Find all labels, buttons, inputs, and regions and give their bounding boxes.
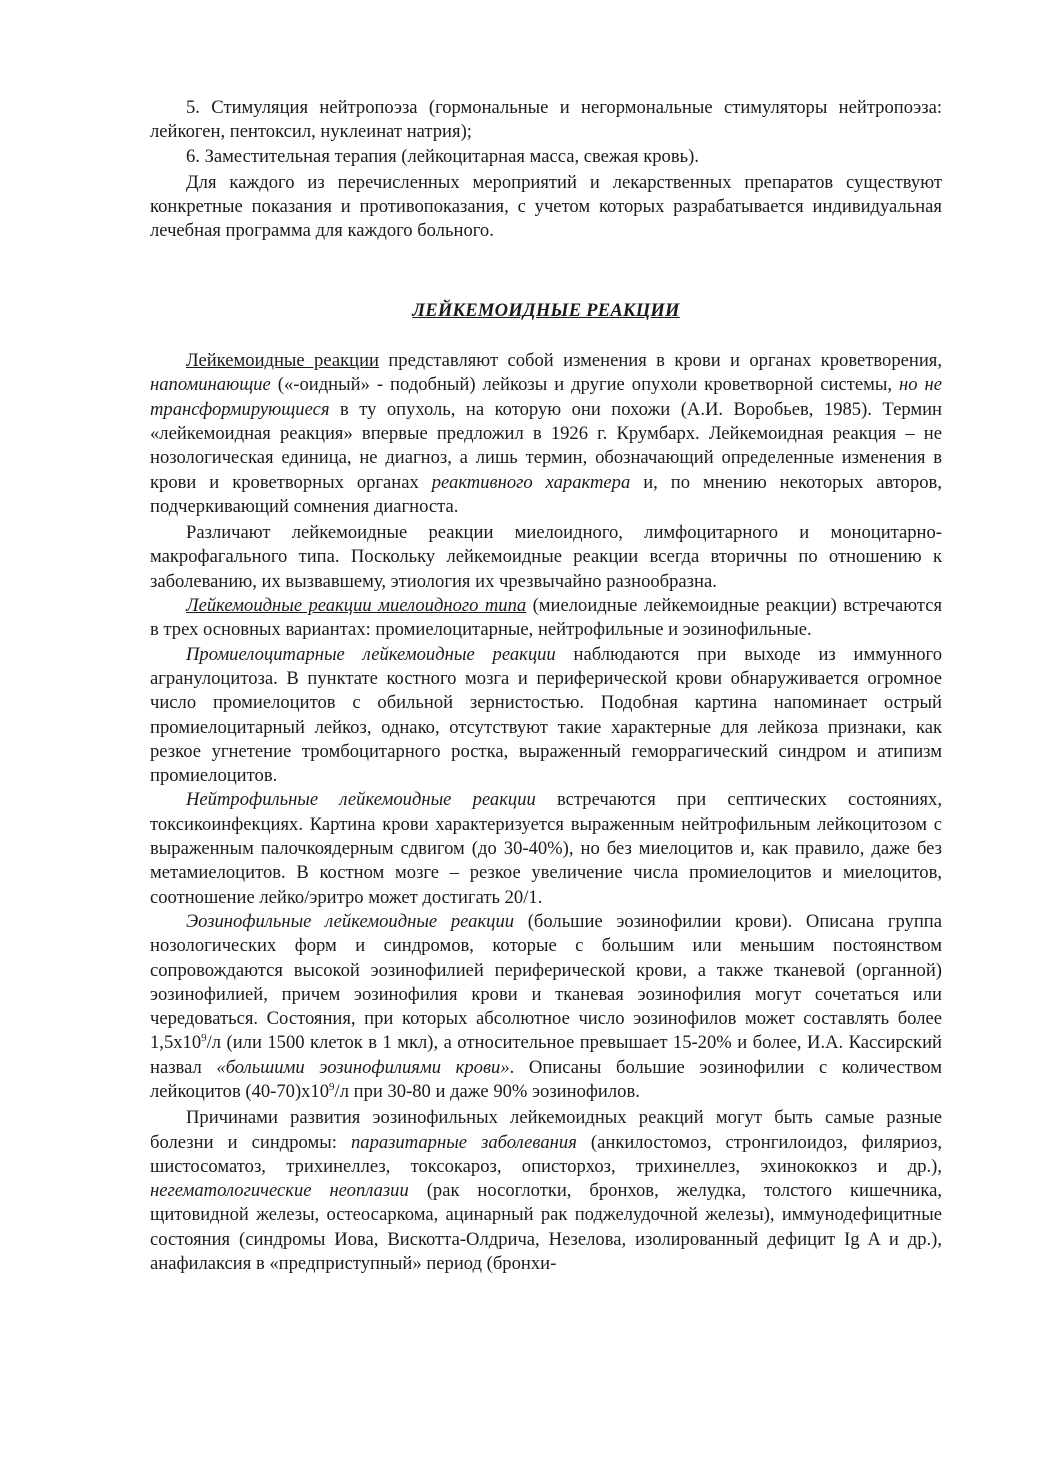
term-eosinophilic: Эозинофильные лейкемоидные реакции (186, 910, 515, 932)
term-neutrophilic: Нейтрофильные лейкемоидные реакции (186, 789, 536, 811)
text-run: наблюдаются при выходе из иммунного агранулоцитоза. В пунктате костного мозга и периферической крови обнаруживается огромное число промиелоцитов с обильной зернистостью. Подобная картина напоминает острый промиелоцитарный лейкоз, однако, отсутствуют такие характерные для лейкоза признаки, как резкое угнетение тромбоцитарного ростка, выраженный геморрагический синдром и атипизм промиелоцитов. (150, 643, 942, 787)
text-run: Причинами развития эозинофильных лейкемоидных реакций могут быть самые разные болезни и синдромы: (150, 1107, 942, 1153)
italic-run: но не трансформирующиеся (150, 374, 942, 420)
text-run: . Описаны большие эозинофилии с количеством лейкоцитов (40-70)х10 (150, 1056, 943, 1102)
text-run: /л (или 1500 клеток в 1 мкл), а относительное превышает 15-20% и более, И.А. Кассирский назвал (150, 1032, 942, 1078)
superscript: 9 (201, 1032, 207, 1045)
text-run: (большие эозинофилии крови). Описана группа нозологических форм и синдромов, которые с большим или меньшим постоянством сопровождаются высокой эозинофилией периферической крови, а также тканевой (органной) эозинофилией, причем эозинофилия крови и тканевая эозинофилия могут сочетаться или чередоваться. Состояния, при которых абсолютное число эозинофилов может составлять более 1,5х10 (150, 910, 942, 1054)
text-run: (миелоидные лейкемоидные реакции) встречаются в трех основных вариантах: промиелоцитарные, нейтрофильные и эозинофильные. (150, 595, 942, 641)
paragraph-neutrophilic (150, 788, 942, 909)
italic-run: напоминающие (150, 374, 271, 396)
italic-run: паразитарные заболевания (350, 1131, 577, 1153)
term-myeloid: Лейкемоидные реакции миелоидного типа (186, 595, 527, 617)
list-item-5: 5. Стимуляция нейтропоэза (гормональные и негормональные стимуляторы нейтропоэза: лейкоген, пентоксил, нуклеинат натрия); (150, 97, 942, 143)
paragraph-causes (150, 1106, 942, 1276)
superscript: 9 (329, 1080, 335, 1093)
text-run: в ту опухоль, на которую они похожи (А.И. Воробьев, 1985). Термин «лейкемоидная реакция» впервые предложил в 1926 г. Крумбарх. Лейкемоидная реакция – не нозологическая единица, не диагноз, а лишь термин, обозначающий определенные изменения в крови и кроветворных органах (150, 398, 942, 493)
text-run: /л при 30-80 и даже 90% эозинофилов. (334, 1080, 640, 1102)
paragraph-promyelocytic (150, 643, 942, 789)
section-heading: ЛЕЙКЕМОИДНЫЕ РЕАКЦИИ (412, 299, 680, 321)
text-run: («-оидный» - подобный) лейкозы и другие опухоли кроветворной системы, (270, 374, 900, 396)
italic-run: реактивного характера (431, 471, 631, 493)
paragraph-types: Различают лейкемоидные реакции миелоидного, лимфоцитарного и моноцитарно-макрофагального типа. Поскольку лейкемоидные реакции всегда вторичны по отношению к заболеванию, их вызвавшему, этиология их чрезвычайно разнообразна. (150, 522, 942, 592)
text-run: встречаются при септических состояниях, токсикоинфекциях. Картина крови характеризуется выраженным нейтрофильным лейкоцитозом с выраженным палочкоядерным сдвигом (до 30-40%), но без миелоцитов и, как правило, даже без метамиелоцитов. В костном мозге – резкое увеличение числа промиелоцитов и миелоцитов, соотношение лейко/эритро может достигать 20/1. (150, 789, 942, 908)
paragraph-myeloid (150, 594, 942, 643)
text-run: и, по мнению некоторых авторов, подчеркивающий сомнения диагноста. (150, 471, 942, 517)
paragraph-definition (150, 349, 942, 519)
italic-run: «большими эозинофилиями крови» (216, 1056, 510, 1078)
text-run: (рак носоглотки, бронхов, желудка, толстого кишечника, щитовидной железы, остеосаркома, ацинарный рак поджелудочной железы), иммунодефицитные состояния (синдромы Иова, Вискотта-Олдрича, Незелова, изолированный дефицит Ig A и др.), анафилаксия в «предприступный» период (бронхи- (150, 1180, 943, 1275)
list-item-6: 6. Заместительная терапия (лейкоцитарная масса, свежая кровь). (186, 145, 699, 167)
italic-run: негематологические неоплазии (150, 1180, 409, 1202)
intro-paragraph: Для каждого из перечисленных мероприятий и лекарственных препаратов существуют конкретные показания и противопоказания, с учетом которых разрабатывается индивидуальная лечебная программа для каждого больного. (150, 171, 942, 242)
term-leukemoid-reactions: Лейкемоидные реакции (186, 350, 379, 372)
text-run: представляют собой изменения в крови и органах кроветворения, (378, 350, 943, 372)
document-page (150, 96, 942, 1276)
paragraph-eosinophilic (150, 910, 942, 1104)
text-run: (анкилостомоз, стронгилоидоз, филяриоз, шистосоматоз, трихинеллез, токсокароз, описторхоз, трихинеллез, эхинококкоз и др.), (150, 1131, 942, 1177)
term-promyelocytic: Промиелоцитарные лейкемоидные реакции (186, 643, 556, 665)
